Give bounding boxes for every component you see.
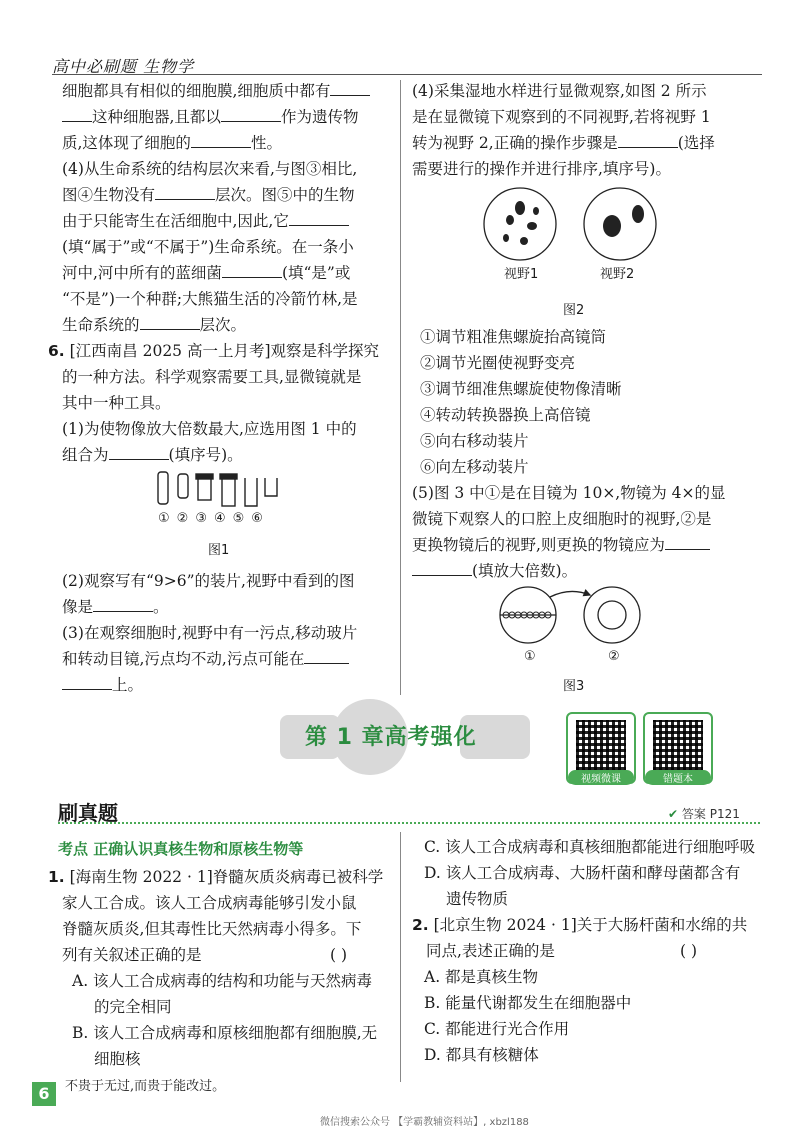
text-line: 列有关叙述正确的是 <box>62 946 202 964</box>
answer-ref: ✔ 答案 P121 <box>668 807 740 821</box>
qr-label: 错题本 <box>645 770 711 785</box>
eyepiece-4 <box>222 478 235 506</box>
figure-3-label-2: ② <box>608 649 620 664</box>
answer-paren: ( ) <box>330 946 348 964</box>
check-icon: ✔ <box>668 807 679 821</box>
eyepiece-4-cap <box>220 474 237 479</box>
header-rule <box>52 74 762 75</box>
figure-3-label-1: ① <box>524 649 536 664</box>
field-2 <box>584 587 640 643</box>
eyepiece-3 <box>198 478 211 500</box>
text-line: 图④生物没有 层次。图⑤中的生物 <box>62 186 355 204</box>
objective-lens-2 <box>178 474 188 498</box>
footer-watermark: 微信搜索公众号 【学霸教辅资料站】, xbzl188 <box>320 1117 529 1128</box>
text-line: 生命系统的 层次。 <box>62 316 247 334</box>
text-line: 上。 <box>62 674 143 696</box>
option-c: C. 都能进行光合作用 <box>424 1020 570 1038</box>
option-c: C. 该人工合成病毒和真核细胞都能进行细胞呼吸 <box>424 838 756 856</box>
text-line: 更换物镜后的视野,则更换的物镜应为 <box>412 534 710 556</box>
option-a-cont: 的完全相同 <box>94 998 172 1016</box>
option-b-cont: 细胞核 <box>94 1050 141 1068</box>
qr-video-lesson[interactable] <box>566 712 636 784</box>
step-item: ⑤向右移动装片 <box>420 432 529 450</box>
text-line: 脊髓灰质炎,但其毒性比天然病毒小得多。下 <box>62 920 362 938</box>
text-line: 其中一种工具。 <box>62 394 171 412</box>
text-line: 像是 。 <box>62 598 169 616</box>
text-line: (4)从生命系统的结构层次来看,与图③相比, <box>62 160 358 178</box>
text-line: (2)观察写有“9>6”的装片,视野中看到的图 <box>62 572 355 590</box>
text-line: 和转动目镜,污点均不动,污点可能在 <box>62 648 349 670</box>
field-of-view-1 <box>484 188 556 260</box>
text-line: (填放大倍数)。 <box>412 560 577 582</box>
text-line: 微镜下观察人的口腔上皮细胞时的视野,②是 <box>412 510 712 528</box>
qr-code-icon <box>576 720 626 770</box>
option-b: B. 该人工合成病毒和原核细胞都有细胞膜,无 <box>72 1024 378 1042</box>
question-2: 2. [北京生物 2024 · 1]关于大肠杆菌和水绵的共 <box>412 916 748 934</box>
figure-2-label-1: 视野1 <box>504 267 539 282</box>
text-line: 由于只能寄生在活细胞中,因此,它 <box>62 210 349 232</box>
exam-point: 考点 正确认识真核生物和原核生物等 <box>58 840 304 858</box>
text-line: 家人工合成。该人工合成病毒能够引发小鼠 <box>62 894 357 912</box>
text-line: 这种细胞器,且都以 作为遗传物 <box>62 106 358 128</box>
text-line: 的一种方法。科学观察需要工具,显微镜就是 <box>62 368 362 386</box>
text-line: 是在显微镜下观察到的不同视野,若将视野 1 <box>412 108 711 126</box>
figure-1-caption: 图1 <box>208 543 230 558</box>
text-line: 河中,河中所有的蓝细菌 (填“是”或 <box>62 264 351 282</box>
option-b: B. 能量代谢都发生在细胞器中 <box>424 994 632 1012</box>
step-item: ①调节粗准焦螺旋抬高镜筒 <box>420 328 607 346</box>
text-line: (4)采集湿地水样进行显微观察,如图 2 所示 <box>412 82 707 100</box>
section-title: 刷真题 <box>58 801 118 825</box>
option-a: A. 该人工合成病毒的结构和功能与天然病毒 <box>72 972 373 990</box>
objective-5 <box>245 478 257 506</box>
text-line: (1)为使物像放大倍数最大,应选用图 1 中的 <box>62 420 357 438</box>
chapter-title: 第 1 章高考强化 <box>305 725 477 750</box>
page-number: 6 <box>32 1082 56 1106</box>
step-item: ⑥向左移动装片 <box>420 458 529 476</box>
eyepiece-3-cap <box>196 474 213 479</box>
text-line: (5)图 3 中①是在目镜为 10×,物镜为 4×的显 <box>412 484 726 502</box>
option-d: D. 该人工合成病毒、大肠杆菌和酵母菌都含有 <box>424 864 741 882</box>
option-d: D. 都具有核糖体 <box>424 1046 539 1064</box>
figure-3-fields <box>490 585 650 647</box>
qr-label: 视频微课 <box>568 770 634 785</box>
option-a: A. 都是真核生物 <box>424 968 539 986</box>
text-line: “不是”)一个种群;大熊猫生活的冷箭竹林,是 <box>62 290 358 308</box>
question-6: 6. [江西南昌 2025 高一上月考]观察是科学探究 <box>48 342 380 360</box>
text-line: 组合为 (填序号)。 <box>62 446 243 464</box>
text-line: 同点,表述正确的是 <box>426 942 555 960</box>
column-divider <box>400 80 401 695</box>
qr-code-icon <box>653 720 703 770</box>
step-item: ②调节光圈使视野变亮 <box>420 354 576 372</box>
text-line: (3)在观察细胞时,视野中有一污点,移动玻片 <box>62 624 358 642</box>
text-line: 转为视野 2,正确的操作步骤是 (选择 <box>412 134 715 152</box>
objective-lens-1 <box>158 472 168 504</box>
column-divider <box>400 832 401 1082</box>
qr-mistake-book[interactable] <box>643 712 713 784</box>
figure-2-label-2: 视野2 <box>600 267 635 282</box>
answer-paren: ( ) <box>680 942 698 960</box>
question-1: 1. [海南生物 2022 · 1]脊髓灰质炎病毒已被科学 <box>48 868 384 886</box>
text-line: 需要进行的操作并进行排序,填序号)。 <box>412 160 671 178</box>
figure-3-caption: 图3 <box>563 679 585 694</box>
section-rule <box>58 822 760 824</box>
figure-2-caption: 图2 <box>563 303 585 318</box>
figure-1-labels: ①②③④⑤⑥ <box>158 511 270 526</box>
footer-motto: 不贵于无过,而贵于能改过。 <box>65 1079 226 1094</box>
objective-6 <box>265 478 277 496</box>
text-line: (填“属于”或“不属于”)生命系统。在一条小 <box>62 238 354 256</box>
running-header: 高中必刷题 生物学 <box>52 57 195 76</box>
step-item: ③调节细准焦螺旋使物像清晰 <box>420 380 622 398</box>
option-d-cont: 遗传物质 <box>446 890 509 908</box>
step-item: ④转动转换器换上高倍镜 <box>420 406 591 424</box>
text-line: 细胞都具有相似的细胞膜,细胞质中都有 <box>62 80 370 102</box>
figure-2-fields <box>480 186 680 266</box>
text-line: 质,这体现了细胞的 性。 <box>62 134 282 152</box>
